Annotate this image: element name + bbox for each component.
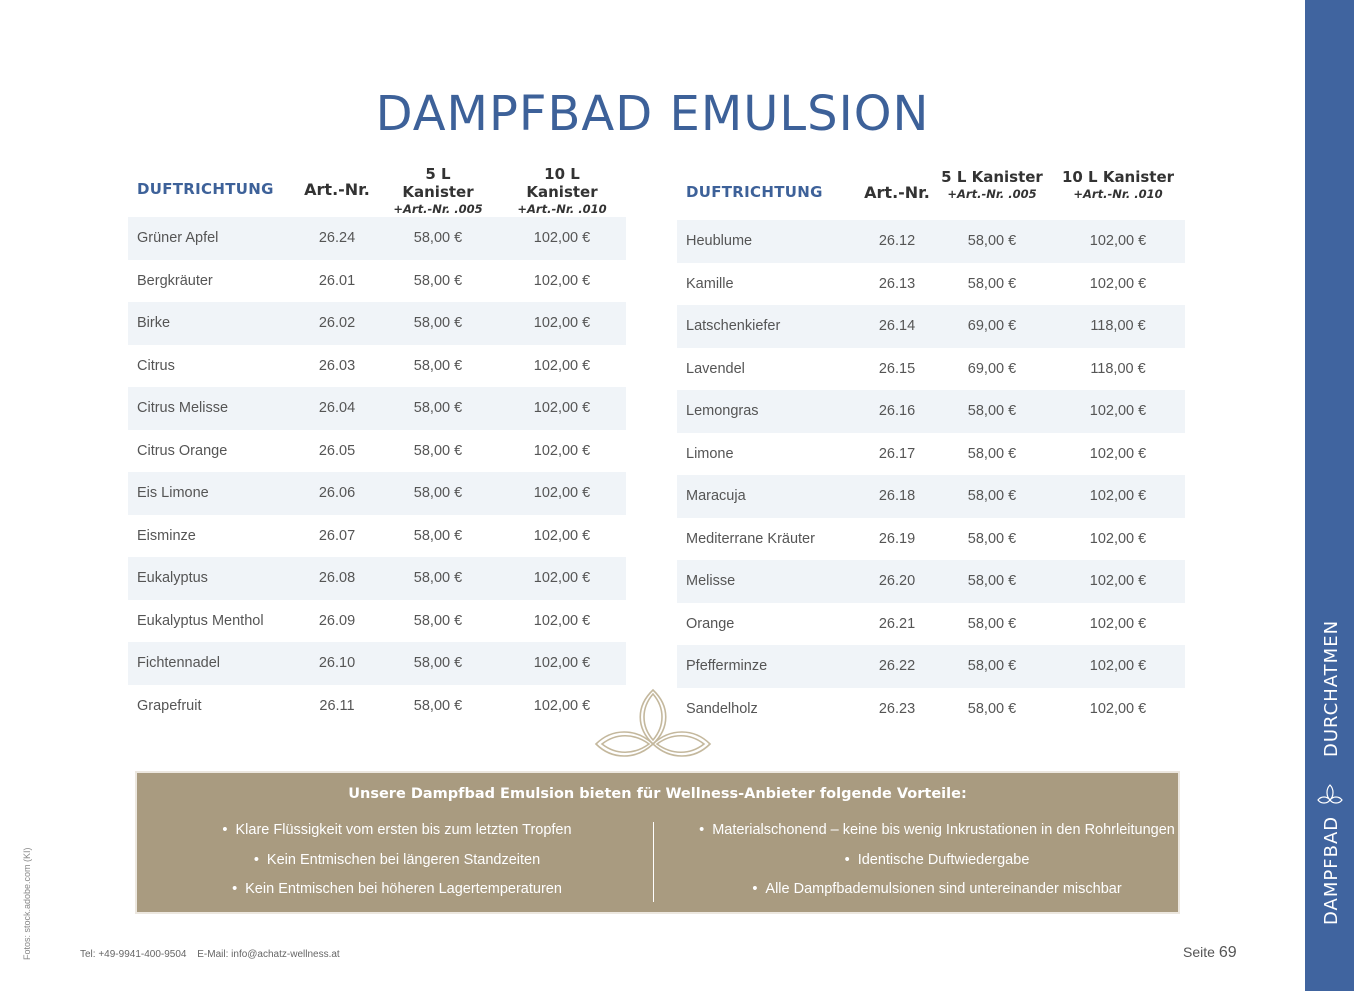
row-price-10l: 118,00 € <box>1090 360 1146 377</box>
page-label: Seite <box>1183 944 1215 960</box>
benefit-item: • Alle Dampfbademulsionen sind untereinander mischbar <box>677 880 1197 910</box>
table-row <box>128 260 626 303</box>
table-row <box>128 430 626 473</box>
table-row <box>677 305 1185 348</box>
row-duftrichtung: Latschenkiefer <box>686 318 781 334</box>
header-5l-kanister <box>941 168 1043 201</box>
table-row <box>128 472 626 515</box>
row-price-10l: 102,00 € <box>1089 275 1147 292</box>
row-art-nr: 26.22 <box>878 658 916 674</box>
page-title: DAMPFBAD EMULSION <box>375 86 930 142</box>
page-number-value: 69 <box>1218 944 1237 961</box>
row-price-5l: 58,00 € <box>413 527 463 544</box>
row-price-5l: 58,00 € <box>413 400 463 416</box>
row-art-nr: 26.14 <box>878 318 916 334</box>
row-duftrichtung: Grapefruit <box>137 697 202 714</box>
row-art-nr: 26.02 <box>318 315 356 331</box>
row-price-5l: 58,00 € <box>967 573 1017 589</box>
table-row <box>677 220 1185 263</box>
row-art-nr: 26.15 <box>878 360 916 377</box>
price-table-left <box>128 165 626 727</box>
row-art-nr: 26.01 <box>318 272 356 289</box>
row-duftrichtung: Limone <box>686 445 734 462</box>
row-duftrichtung: Eisminze <box>137 527 196 544</box>
row-price-10l: 102,00 € <box>1089 700 1147 717</box>
row-price-5l: 58,00 € <box>413 570 463 586</box>
benefit-item: • Identische Duftwiedergabe <box>677 851 1197 881</box>
header-10l-kanister <box>1061 168 1175 201</box>
row-price-10l: 102,00 € <box>1089 488 1147 504</box>
row-duftrichtung: Fichtennadel <box>137 655 221 671</box>
contact-info <box>80 949 348 960</box>
row-art-nr: 26.23 <box>878 700 916 717</box>
row-price-5l: 58,00 € <box>967 403 1017 419</box>
table-row <box>128 600 626 643</box>
benefits-heading: Unsere Dampfbad Emulsion bieten für Wellness-Anbieter folgende Vorteile: <box>348 786 967 802</box>
row-art-nr: 26.10 <box>318 655 356 671</box>
benefit-item: • Kein Entmischen bei längeren Standzeiten <box>137 851 657 881</box>
sidebar <box>1305 0 1354 991</box>
row-duftrichtung: Melisse <box>686 573 736 589</box>
row-price-10l: 102,00 € <box>533 612 591 629</box>
row-duftrichtung: Grüner Apfel <box>137 230 219 246</box>
header-art-nr: Art.-Nr. <box>304 180 370 199</box>
header-art-nr: Art.-Nr. <box>864 183 930 202</box>
row-art-nr: 26.24 <box>318 230 356 246</box>
row-price-5l: 58,00 € <box>413 697 463 714</box>
benefit-item: • Kein Entmischen bei höheren Lagertemperaturen <box>137 880 657 910</box>
row-price-10l: 102,00 € <box>533 400 591 416</box>
row-price-10l: 102,00 € <box>533 442 591 459</box>
row-art-nr: 26.05 <box>318 442 356 459</box>
table-row <box>128 685 626 728</box>
row-price-10l: 102,00 € <box>1089 615 1147 632</box>
row-art-nr: 26.11 <box>319 697 355 714</box>
lotus-icon <box>592 684 714 764</box>
row-price-10l: 102,00 € <box>533 697 591 714</box>
row-price-10l: 102,00 € <box>533 655 591 671</box>
row-price-10l: 102,00 € <box>1089 573 1147 589</box>
header-duftrichtung: DUFTRICHTUNG <box>686 183 823 201</box>
row-art-nr: 26.19 <box>878 530 916 547</box>
row-price-5l: 58,00 € <box>413 655 463 671</box>
table-row <box>677 433 1185 476</box>
row-price-5l: 58,00 € <box>967 488 1017 504</box>
table-row <box>128 302 626 345</box>
row-price-10l: 102,00 € <box>533 315 591 331</box>
table-row <box>128 557 626 600</box>
row-art-nr: 26.03 <box>318 357 356 374</box>
row-duftrichtung: Heublume <box>686 233 753 249</box>
table-row <box>128 642 626 685</box>
row-price-10l: 102,00 € <box>533 570 591 586</box>
row-art-nr: 26.06 <box>318 485 356 501</box>
table-row <box>677 475 1185 518</box>
table-row <box>128 387 626 430</box>
header-5l-sub: +Art.-Nr. .005 <box>393 202 483 216</box>
row-price-5l: 58,00 € <box>967 615 1017 632</box>
row-duftrichtung: Eis Limone <box>137 485 209 501</box>
sidebar-label-durchatmen: DURCHATMEN <box>1321 619 1342 757</box>
lotus-icon <box>1317 783 1343 809</box>
row-art-nr: 26.18 <box>878 488 916 504</box>
price-table-right <box>677 168 1185 730</box>
row-art-nr: 26.20 <box>878 573 916 589</box>
table-row <box>677 390 1185 433</box>
table-row <box>677 603 1185 646</box>
row-price-5l: 69,00 € <box>967 360 1017 377</box>
row-duftrichtung: Eukalyptus <box>137 570 208 586</box>
row-price-10l: 102,00 € <box>1089 530 1147 547</box>
row-price-5l: 58,00 € <box>967 658 1017 674</box>
row-duftrichtung: Mediterrane Kräuter <box>686 530 815 547</box>
header-duftrichtung: DUFTRICHTUNG <box>137 180 274 198</box>
row-duftrichtung: Lemongras <box>686 403 759 419</box>
row-price-5l: 58,00 € <box>967 445 1017 462</box>
table-header <box>677 168 1185 220</box>
row-price-5l: 58,00 € <box>967 700 1017 717</box>
benefit-item: • Klare Flüssigkeit vom ersten bis zum letzten Tropfen <box>137 821 657 851</box>
row-duftrichtung: Lavendel <box>686 360 745 377</box>
row-art-nr: 26.08 <box>318 570 356 586</box>
row-duftrichtung: Bergkräuter <box>137 272 213 289</box>
header-10l-sub: +Art.-Nr. .010 <box>517 202 607 216</box>
table-row <box>128 217 626 260</box>
row-art-nr: 26.16 <box>878 403 916 419</box>
header-5l-sub: +Art.-Nr. .005 <box>947 187 1037 201</box>
row-duftrichtung: Citrus <box>137 357 175 374</box>
table-row <box>677 518 1185 561</box>
contact-email: E-Mail: info@achatz-wellness.at <box>197 949 340 960</box>
row-duftrichtung: Citrus Melisse <box>137 400 229 416</box>
table-row <box>128 345 626 388</box>
benefit-item: • Materialschonend – keine bis wenig Inkrustationen in den Rohrleitungen <box>677 821 1197 851</box>
benefits-divider <box>653 822 654 902</box>
table-row <box>677 560 1185 603</box>
benefits-list-right <box>677 821 1197 910</box>
page-number <box>1183 944 1237 962</box>
header-10l-sub: +Art.-Nr. .010 <box>1073 187 1163 201</box>
row-duftrichtung: Pfefferminze <box>686 658 768 674</box>
header-5l-label: 5 L Kanister <box>941 168 1043 186</box>
row-duftrichtung: Birke <box>137 315 171 331</box>
row-price-10l: 102,00 € <box>1089 403 1147 419</box>
row-price-10l: 102,00 € <box>1089 445 1147 462</box>
row-duftrichtung: Maracuja <box>686 488 746 504</box>
row-price-10l: 102,00 € <box>533 272 591 289</box>
row-art-nr: 26.04 <box>318 400 356 416</box>
row-art-nr: 26.21 <box>878 615 916 632</box>
row-duftrichtung: Eukalyptus Menthol <box>137 612 264 629</box>
row-price-5l: 58,00 € <box>967 233 1017 249</box>
row-art-nr: 26.13 <box>878 275 916 292</box>
header-5l-kanister <box>390 165 486 216</box>
row-price-5l: 58,00 € <box>967 275 1017 292</box>
row-price-5l: 58,00 € <box>413 315 463 331</box>
table-body <box>677 220 1185 730</box>
row-price-5l: 58,00 € <box>967 530 1017 547</box>
header-10l-label: 10 L Kanister <box>1061 168 1175 186</box>
sidebar-label-dampfbad: DAMPFBAD <box>1321 815 1342 925</box>
row-price-5l: 58,00 € <box>413 442 463 459</box>
row-price-5l: 58,00 € <box>413 612 463 629</box>
row-duftrichtung: Kamille <box>686 275 734 292</box>
row-price-5l: 58,00 € <box>413 230 463 246</box>
photo-credit: Fotos: stock.adobe.com (KI) <box>22 847 32 960</box>
row-price-10l: 102,00 € <box>1089 233 1147 249</box>
row-duftrichtung: Orange <box>686 615 735 632</box>
row-price-10l: 102,00 € <box>533 230 591 246</box>
header-10l-label: 10 L Kanister <box>526 165 598 201</box>
row-price-5l: 58,00 € <box>413 357 463 374</box>
row-art-nr: 26.17 <box>878 445 916 462</box>
header-5l-label: 5 L Kanister <box>402 165 474 201</box>
row-price-5l: 58,00 € <box>413 272 463 289</box>
contact-tel: Tel: +49-9941-400-9504 <box>80 949 187 960</box>
row-price-10l: 118,00 € <box>1090 318 1146 334</box>
table-row <box>677 688 1185 731</box>
row-price-10l: 102,00 € <box>533 527 591 544</box>
row-art-nr: 26.09 <box>318 612 356 629</box>
table-body <box>128 217 626 727</box>
row-duftrichtung: Sandelholz <box>686 700 758 717</box>
table-row <box>677 348 1185 391</box>
table-row <box>677 645 1185 688</box>
table-row <box>677 263 1185 306</box>
row-price-5l: 58,00 € <box>413 485 463 501</box>
row-price-5l: 69,00 € <box>967 318 1017 334</box>
row-art-nr: 26.07 <box>318 527 356 544</box>
table-header <box>128 165 626 217</box>
row-duftrichtung: Citrus Orange <box>137 442 228 459</box>
row-art-nr: 26.12 <box>878 233 916 249</box>
benefits-list-left <box>137 821 657 910</box>
row-price-10l: 102,00 € <box>533 357 591 374</box>
row-price-10l: 102,00 € <box>1089 658 1147 674</box>
header-10l-kanister <box>506 165 618 216</box>
benefits-box <box>135 771 1180 914</box>
table-row <box>128 515 626 558</box>
row-price-10l: 102,00 € <box>533 485 591 501</box>
